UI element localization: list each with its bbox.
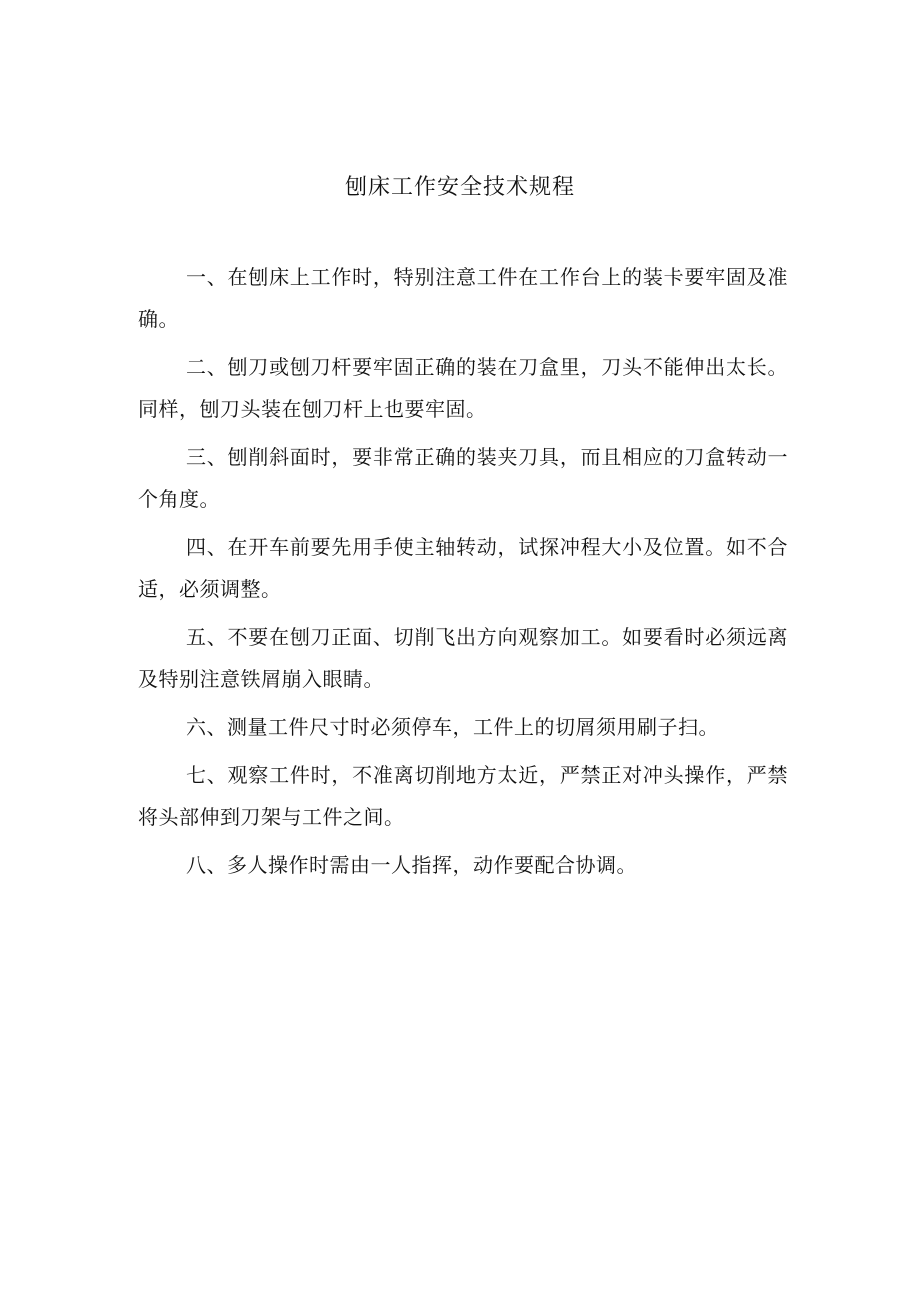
rule-item-2: 二、刨刀或刨刀杆要牢固正确的装在刀盒里，刀头不能伸出太长。同样，刨刀头装在刨刀杆上也要牢固。: [138, 355, 788, 421]
rule-item-8: 八、多人操作时需由一人指挥，动作要配合协调。: [186, 853, 637, 877]
rule-item-5: 五、不要在刨刀正面、切削飞出方向观察加工。如要看时必须远离及特别注意铁屑崩入眼睛。: [138, 625, 788, 691]
rule-item-3: 三、刨削斜面时，要非常正确的装夹刀具，而且相应的刀盒转动一个角度。: [138, 445, 788, 511]
rules-list: [138, 256, 788, 892]
rule-item-1: 一、在刨床上工作时，特别注意工件在工作台上的装卡要牢固及准确。: [138, 265, 788, 331]
document-title: 刨床工作安全技术规程: [344, 175, 575, 200]
rule-item-7: 七、观察工件时，不准离切削地方太近，严禁正对冲头操作，严禁将头部伸到刀架与工件之间。: [138, 763, 788, 829]
rule-item-6: 六、测量工件尺寸时必须停车，工件上的切屑须用刷子扫。: [186, 715, 719, 739]
rule-item-4: 四、在开车前要先用手使主轴转动，试探冲程大小及位置。如不合适，必须调整。: [138, 535, 788, 601]
